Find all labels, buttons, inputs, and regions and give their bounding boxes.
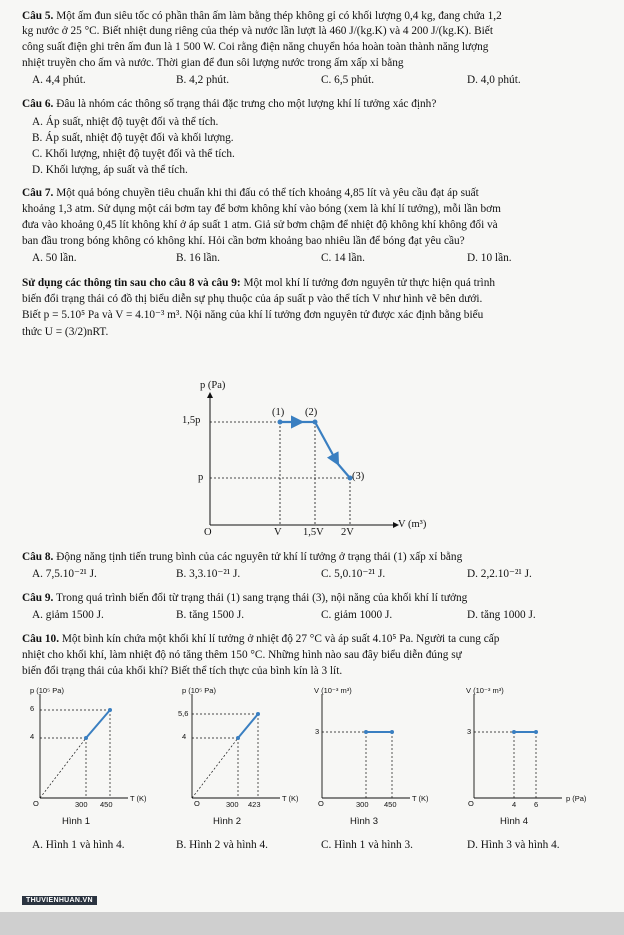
q7-option-c[interactable]: C. 14 lần. — [321, 252, 365, 264]
q9-option-d[interactable]: D. tăng 1000 J. — [467, 609, 536, 621]
graph-x-tick-v: V — [274, 527, 282, 538]
fig2-y-label: p (10⁵ Pa) — [182, 686, 216, 695]
q5-line-2: kg nước ở 25 °C. Biết nhiệt dung riêng của thép và nước lần lượt là 460 J/(kg.K) và 4 200 J/(kg.K). Biết — [22, 25, 493, 37]
watermark-logo: THUVIENHUAN.VN — [22, 896, 97, 905]
fig4-x-label: p (Pa) — [566, 794, 587, 803]
bottom-bar — [0, 912, 624, 935]
graph-origin: O — [204, 527, 212, 538]
state-2-label: (2) — [305, 407, 318, 418]
q5-line-3: công suất điện ghi trên ấm đun là 1 500 W. Coi rằng điện năng chuyển hóa hoàn toàn thành năng lượng — [22, 41, 489, 53]
q5-line-4: nhiệt truyền cho ấm và nước. Thời gian để đun sôi lượng nước trong ấm xấp xỉ bằng — [22, 57, 404, 69]
q9-option-c[interactable]: C. giảm 1000 J. — [321, 609, 393, 621]
fig1-y-tick-4: 4 — [30, 732, 35, 741]
figure-4-graph — [462, 690, 572, 810]
q6-option-b[interactable]: B. Áp suất, nhiệt độ tuyệt đối và khối lượng. — [32, 132, 234, 144]
fig4-y-label: V (10⁻³ m³) — [466, 686, 504, 695]
q8-option-c[interactable]: C. 5,0.10⁻²¹ J. — [321, 568, 386, 580]
fig4-x-tick-6: 6 — [534, 800, 539, 809]
fig4-origin: O — [468, 799, 474, 808]
figure-4-caption: Hình 4 — [500, 816, 528, 827]
fig4-x-tick-4: 4 — [512, 800, 517, 809]
q10-option-d[interactable]: D. Hình 3 và hình 4. — [467, 839, 560, 851]
fig2-origin: O — [194, 799, 200, 808]
fig3-origin: O — [318, 799, 324, 808]
figure-2-caption: Hình 2 — [213, 816, 241, 827]
fig2-y-tick-4: 4 — [182, 732, 187, 741]
fig1-x-tick-450: 450 — [100, 800, 113, 809]
q9-option-b[interactable]: B. tăng 1500 J. — [176, 609, 245, 621]
fig3-y-tick-3: 3 — [315, 727, 320, 736]
q7-line-1: Câu 7. Một quả bóng chuyền tiêu chuẩn khi thi đấu có thể tích khoảng 4,85 lít và yêu cầu đạt áp suất — [22, 187, 479, 199]
q8-option-d[interactable]: D. 2,2.10⁻²¹ J. — [467, 568, 532, 580]
fig2-x-label: T (K) — [282, 794, 299, 803]
graph-y-tick-15p: 1,5p — [182, 415, 201, 426]
q8-option-b[interactable]: B. 3,3.10⁻²¹ J. — [176, 568, 241, 580]
q10-option-c[interactable]: C. Hình 1 và hình 3. — [321, 839, 413, 851]
q8-option-a[interactable]: A. 7,5.10⁻²¹ J. — [32, 568, 97, 580]
fig1-y-tick-6: 6 — [30, 704, 35, 713]
q10-line-2: nhiệt cho khối khí, làm nhiệt độ nó tăng thêm 150 °C. Những hình nào sau đây biểu diễn đúng sự — [22, 649, 462, 661]
intro-line-2: biến đổi trạng thái có đồ thị biểu diễn sự phụ thuộc của áp suất p vào thể tích V như hình vẽ bên dưới. — [22, 293, 483, 305]
q10-line-1: Câu 10. Một bình kín chứa một khối khí lí tưởng ở nhiệt độ 27 °C và áp suất 4.10⁵ Pa. Người ta cung cấp — [22, 633, 500, 645]
fig1-x-label: T (K) — [130, 794, 147, 803]
q7-option-b[interactable]: B. 16 lần. — [176, 252, 220, 264]
state-3-label: (3) — [352, 471, 365, 482]
q7-line-3: đưa vào khoảng 0,45 lít không khí ở áp suất 1 atm. Giả sử bơm chậm để nhiệt độ không khí không đổi và — [22, 219, 498, 231]
q7-line-4: ban đầu trong bóng không có không khí. Hỏi cần bơm khoảng bao nhiêu lần để bóng đạt yêu cầu? — [22, 235, 465, 247]
fig2-x-tick-300: 300 — [226, 800, 239, 809]
state-1-point — [278, 420, 283, 425]
figure-3-caption: Hình 3 — [350, 816, 378, 827]
state-2-point — [313, 420, 318, 425]
fig3-y-label: V (10⁻³ m³) — [314, 686, 352, 695]
q5-option-c[interactable]: C. 6,5 phút. — [321, 74, 375, 86]
graph-x-label: V (m³) — [398, 519, 427, 530]
q9-option-a[interactable]: A. giảm 1500 J. — [32, 609, 104, 621]
fig3-x-label: T (K) — [412, 794, 429, 803]
q5-option-a[interactable]: A. 4,4 phút. — [32, 74, 86, 86]
q7-option-a[interactable]: A. 50 lần. — [32, 252, 77, 264]
state-1-label: (1) — [272, 407, 285, 418]
graph-y-label: p (Pa) — [200, 380, 226, 391]
graph-y-tick-p: p — [198, 472, 204, 483]
q5-line-1: Câu 5. Một ấm đun siêu tốc có phần thân ấm làm bằng thép không gỉ có khối lượng 0,4 kg, đang chứa 1,2 — [22, 10, 502, 22]
intro-line-1: Sử dụng các thông tin sau cho câu 8 và câu 9: Một mol khí lí tưởng đơn nguyên tử thực hiện quá trình — [22, 277, 495, 289]
fig1-y-label: p (10⁵ Pa) — [30, 686, 64, 695]
figure-1-graph — [28, 690, 138, 810]
q8-line: Câu 8. Động năng tịnh tiến trung bình của các nguyên tử khí lí tưởng ở trạng thái (1) xấp xỉ bằng — [22, 551, 463, 563]
q7-line-2: khoảng 1,3 atm. Sử dụng một cái bơm tay để bơm không khí vào bóng (xem là khí lí tưởng), mỗi lần bơm — [22, 203, 501, 215]
fig2-x-tick-423: 423 — [248, 800, 261, 809]
figure-1-caption: Hình 1 — [62, 816, 90, 827]
figure-3-graph — [310, 690, 420, 810]
q10-line-3: biến đổi trạng thái của khối khí? Biết thể tích thực của bình kín là 3 lít. — [22, 665, 343, 677]
q5-option-b[interactable]: B. 4,2 phút. — [176, 74, 230, 86]
intro-line-3: Biết p = 5.10⁵ Pa và V = 4.10⁻³ m³. Nội năng của khí lí tưởng đơn nguyên tử được xác định bằng biểu — [22, 309, 484, 321]
q10-option-b[interactable]: B. Hình 2 và hình 4. — [176, 839, 268, 851]
fig1-x-tick-300: 300 — [75, 800, 88, 809]
q6-option-d[interactable]: D. Khối lượng, áp suất và thể tích. — [32, 164, 188, 176]
graph-x-tick-15v: 1,5V — [303, 527, 324, 538]
q5-option-d[interactable]: D. 4,0 phút. — [467, 74, 521, 86]
fig3-x-tick-300: 300 — [356, 800, 369, 809]
intro-line-4: thức U = (3/2)nRT. — [22, 326, 109, 338]
figure-2-graph — [180, 690, 290, 810]
graph-x-tick-2v: 2V — [341, 527, 354, 538]
q7-option-d[interactable]: D. 10 lần. — [467, 252, 512, 264]
q6-line: Câu 6. Đâu là nhóm các thông số trạng thái đặc trưng cho một lượng khí lí tưởng xác định? — [22, 98, 437, 110]
process-2-3 — [315, 422, 338, 464]
q9-line: Câu 9. Trong quá trình biến đổi từ trạng thái (1) sang trạng thái (3), nội năng của khối khí lí tưởng — [22, 592, 468, 604]
fig1-origin: O — [33, 799, 39, 808]
fig4-y-tick-3: 3 — [467, 727, 472, 736]
q6-option-c[interactable]: C. Khối lượng, nhiệt độ tuyệt đối và thể tích. — [32, 148, 235, 160]
q6-option-a[interactable]: A. Áp suất, nhiệt độ tuyệt đối và thể tích. — [32, 116, 219, 128]
fig2-y-tick-56: 5,6 — [178, 709, 189, 718]
q10-option-a[interactable]: A. Hình 1 và hình 4. — [32, 839, 125, 851]
fig3-x-tick-450: 450 — [384, 800, 397, 809]
